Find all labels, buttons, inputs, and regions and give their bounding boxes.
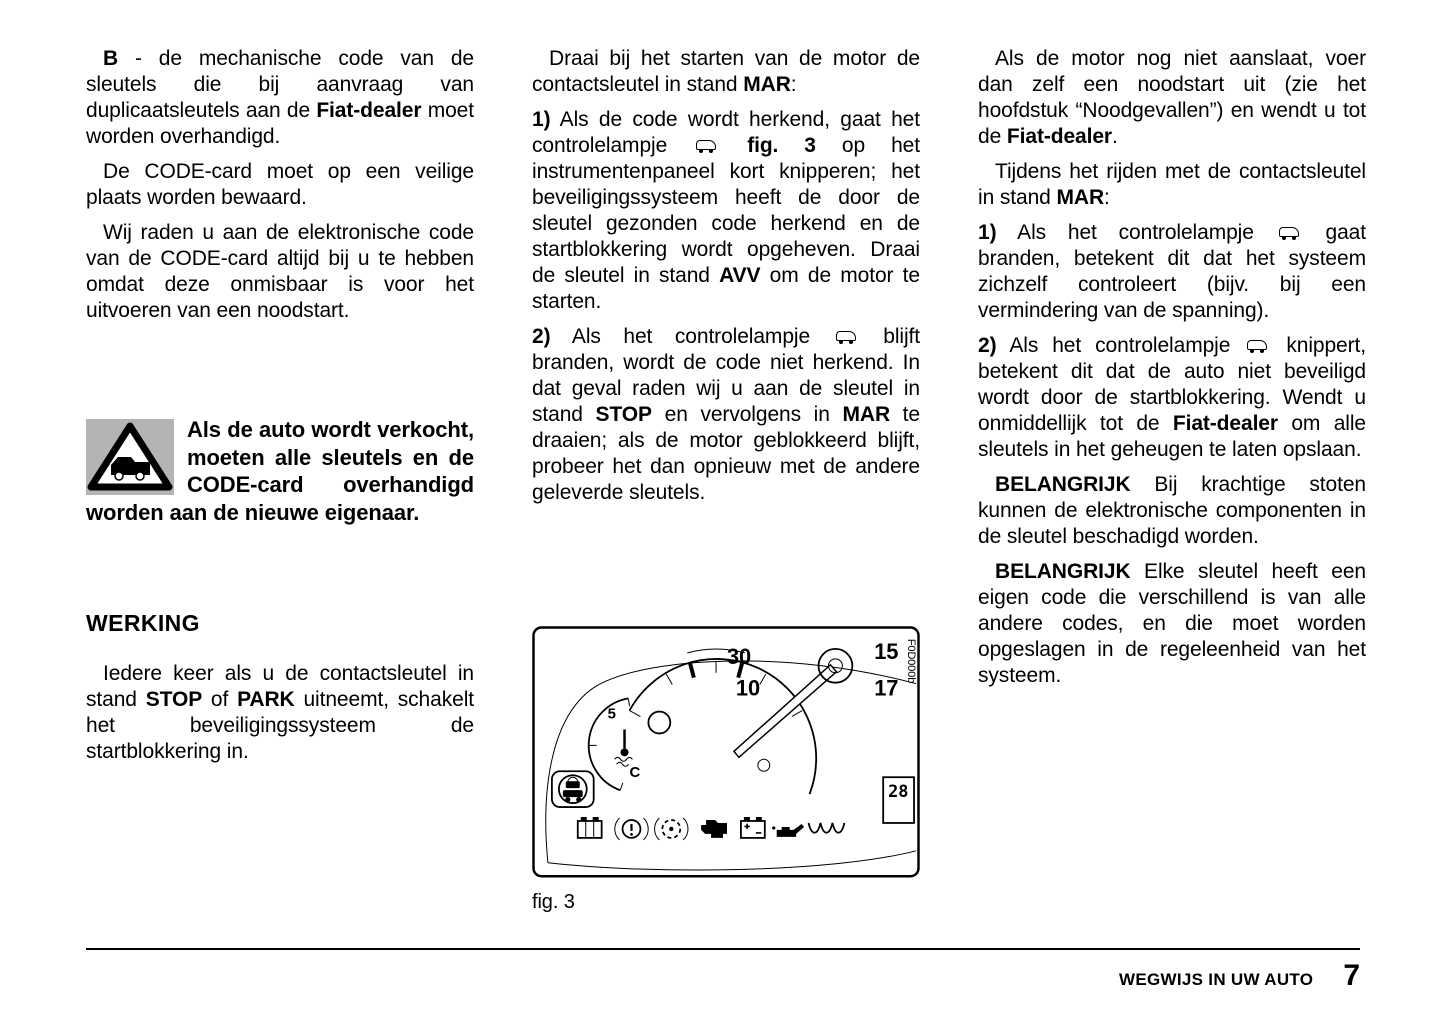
text-columns [86, 46, 1366, 915]
paragraph-belangrijk-1: BELANGRIJK Bij krachtige stoten kunnen de elektronische componenten in de sleutel beschadigd worden. [978, 473, 1366, 548]
column-3 [978, 46, 1366, 915]
column-2 [532, 46, 920, 915]
footer-section-label: WEGWIJS IN UW AUTO [1119, 970, 1314, 989]
column-1 [86, 46, 474, 915]
paragraph-key-code: B - de mechanische code van de sleutels die bij aanvraag van duplicaatsleutels aan de Fiat-dealer moet worden overhandigd. [86, 47, 474, 148]
page-footer [86, 948, 1360, 993]
code-warning-lamp-icon [1247, 340, 1269, 353]
gauge-label-15: 15 [874, 638, 899, 664]
code-warning-lamp-icon [1279, 227, 1301, 240]
gauge-label-30: 30 [726, 643, 752, 669]
warning-triangle-icon [86, 419, 174, 495]
figure-3 [532, 626, 920, 915]
warning-note [86, 416, 474, 526]
paragraph-noodstart: Als de motor nog niet aanslaat, voer dan zelf een noodstart uit (zie het hoofdstuk “Noodgevallen”) en wendt u tot de Fiat-dealer. [978, 47, 1366, 148]
paragraph-werking: Iedere keer als u de contactsleutel in stand STOP of PARK uitneemt, schakelt het beveiligingssysteem de startblokkering in. [86, 662, 474, 763]
paragraph-start: Draai bij het starten van de motor de contactsleutel in stand MAR: [532, 47, 920, 96]
numbered-item-2: 2) Als het controlelampje blijft branden, wordt de code niet herkend. In dat geval raden wij u aan de sleutel in stand STOP en vervolgens in MAR te draaien; als de motor geblokkeerd blijft, probeer het dan opnieuw met de andere geleverde sleutels. [532, 325, 920, 504]
paragraph-advice: Wij raden u aan de elektronische code van de CODE-card altijd bij u te hebben omdat deze onmisbaar is voor het uitvoeren van een noodstart. [86, 221, 474, 322]
code-warning-lamp-icon [696, 140, 718, 153]
paragraph-tijdens: Tijdens het rijden met de contactsleutel in stand MAR: [978, 160, 1366, 209]
paragraph-belangrijk-2: BELANGRIJK Elke sleutel heeft een eigen code die verschillend is van alle andere codes, en die moet worden opgeslagen in de regeleenheid van het systeem. [978, 560, 1366, 687]
numbered-item-1: 1) Als de code wordt herkend, gaat het controlelampje fig. 3 op het instrumentenpaneel kort knipperen; het beveiligingssysteem heeft de door de sleutel gezonden code herkend en de startblokkering wordt opgeheven. Draai de sleutel in stand AVV om de motor te starten. [532, 108, 920, 313]
code-warning-lamp-icon [836, 331, 858, 344]
gauge-label-c: C [629, 764, 641, 782]
figure-caption: fig. 3 [532, 890, 575, 913]
numbered-item-1: 1) Als het controlelampje gaat branden, betekent dit dat het systeem zichzelf controleert (bijv. bij een vermindering van de spanning). [978, 221, 1366, 322]
gauge-label-10: 10 [735, 675, 761, 701]
gauge-label-17: 17 [874, 675, 899, 701]
paragraph-code-card: De CODE-card moet op een veilige plaats worden bewaard. [86, 160, 474, 209]
warning-text: Als de auto wordt verkocht, moeten alle sleutels en de CODE-card overhandigd worden aan de nieuwe eigenaar. [86, 417, 474, 525]
figure-code: F0D000b [905, 638, 918, 684]
gauge-label-5: 5 [607, 705, 616, 723]
numbered-item-2: 2) Als het controlelampje knippert, betekent dit dat de auto niet beveiligd wordt door de startblokkering. Wendt u onmiddellijk tot de Fiat-dealer om alle sleutels in het geheugen te laten opslaan. [978, 334, 1366, 461]
section-heading: WERKING [86, 610, 200, 636]
instrument-panel-illustration [532, 626, 920, 878]
svg-text:28: 28 [888, 781, 909, 802]
page-number: 7 [1343, 959, 1360, 992]
